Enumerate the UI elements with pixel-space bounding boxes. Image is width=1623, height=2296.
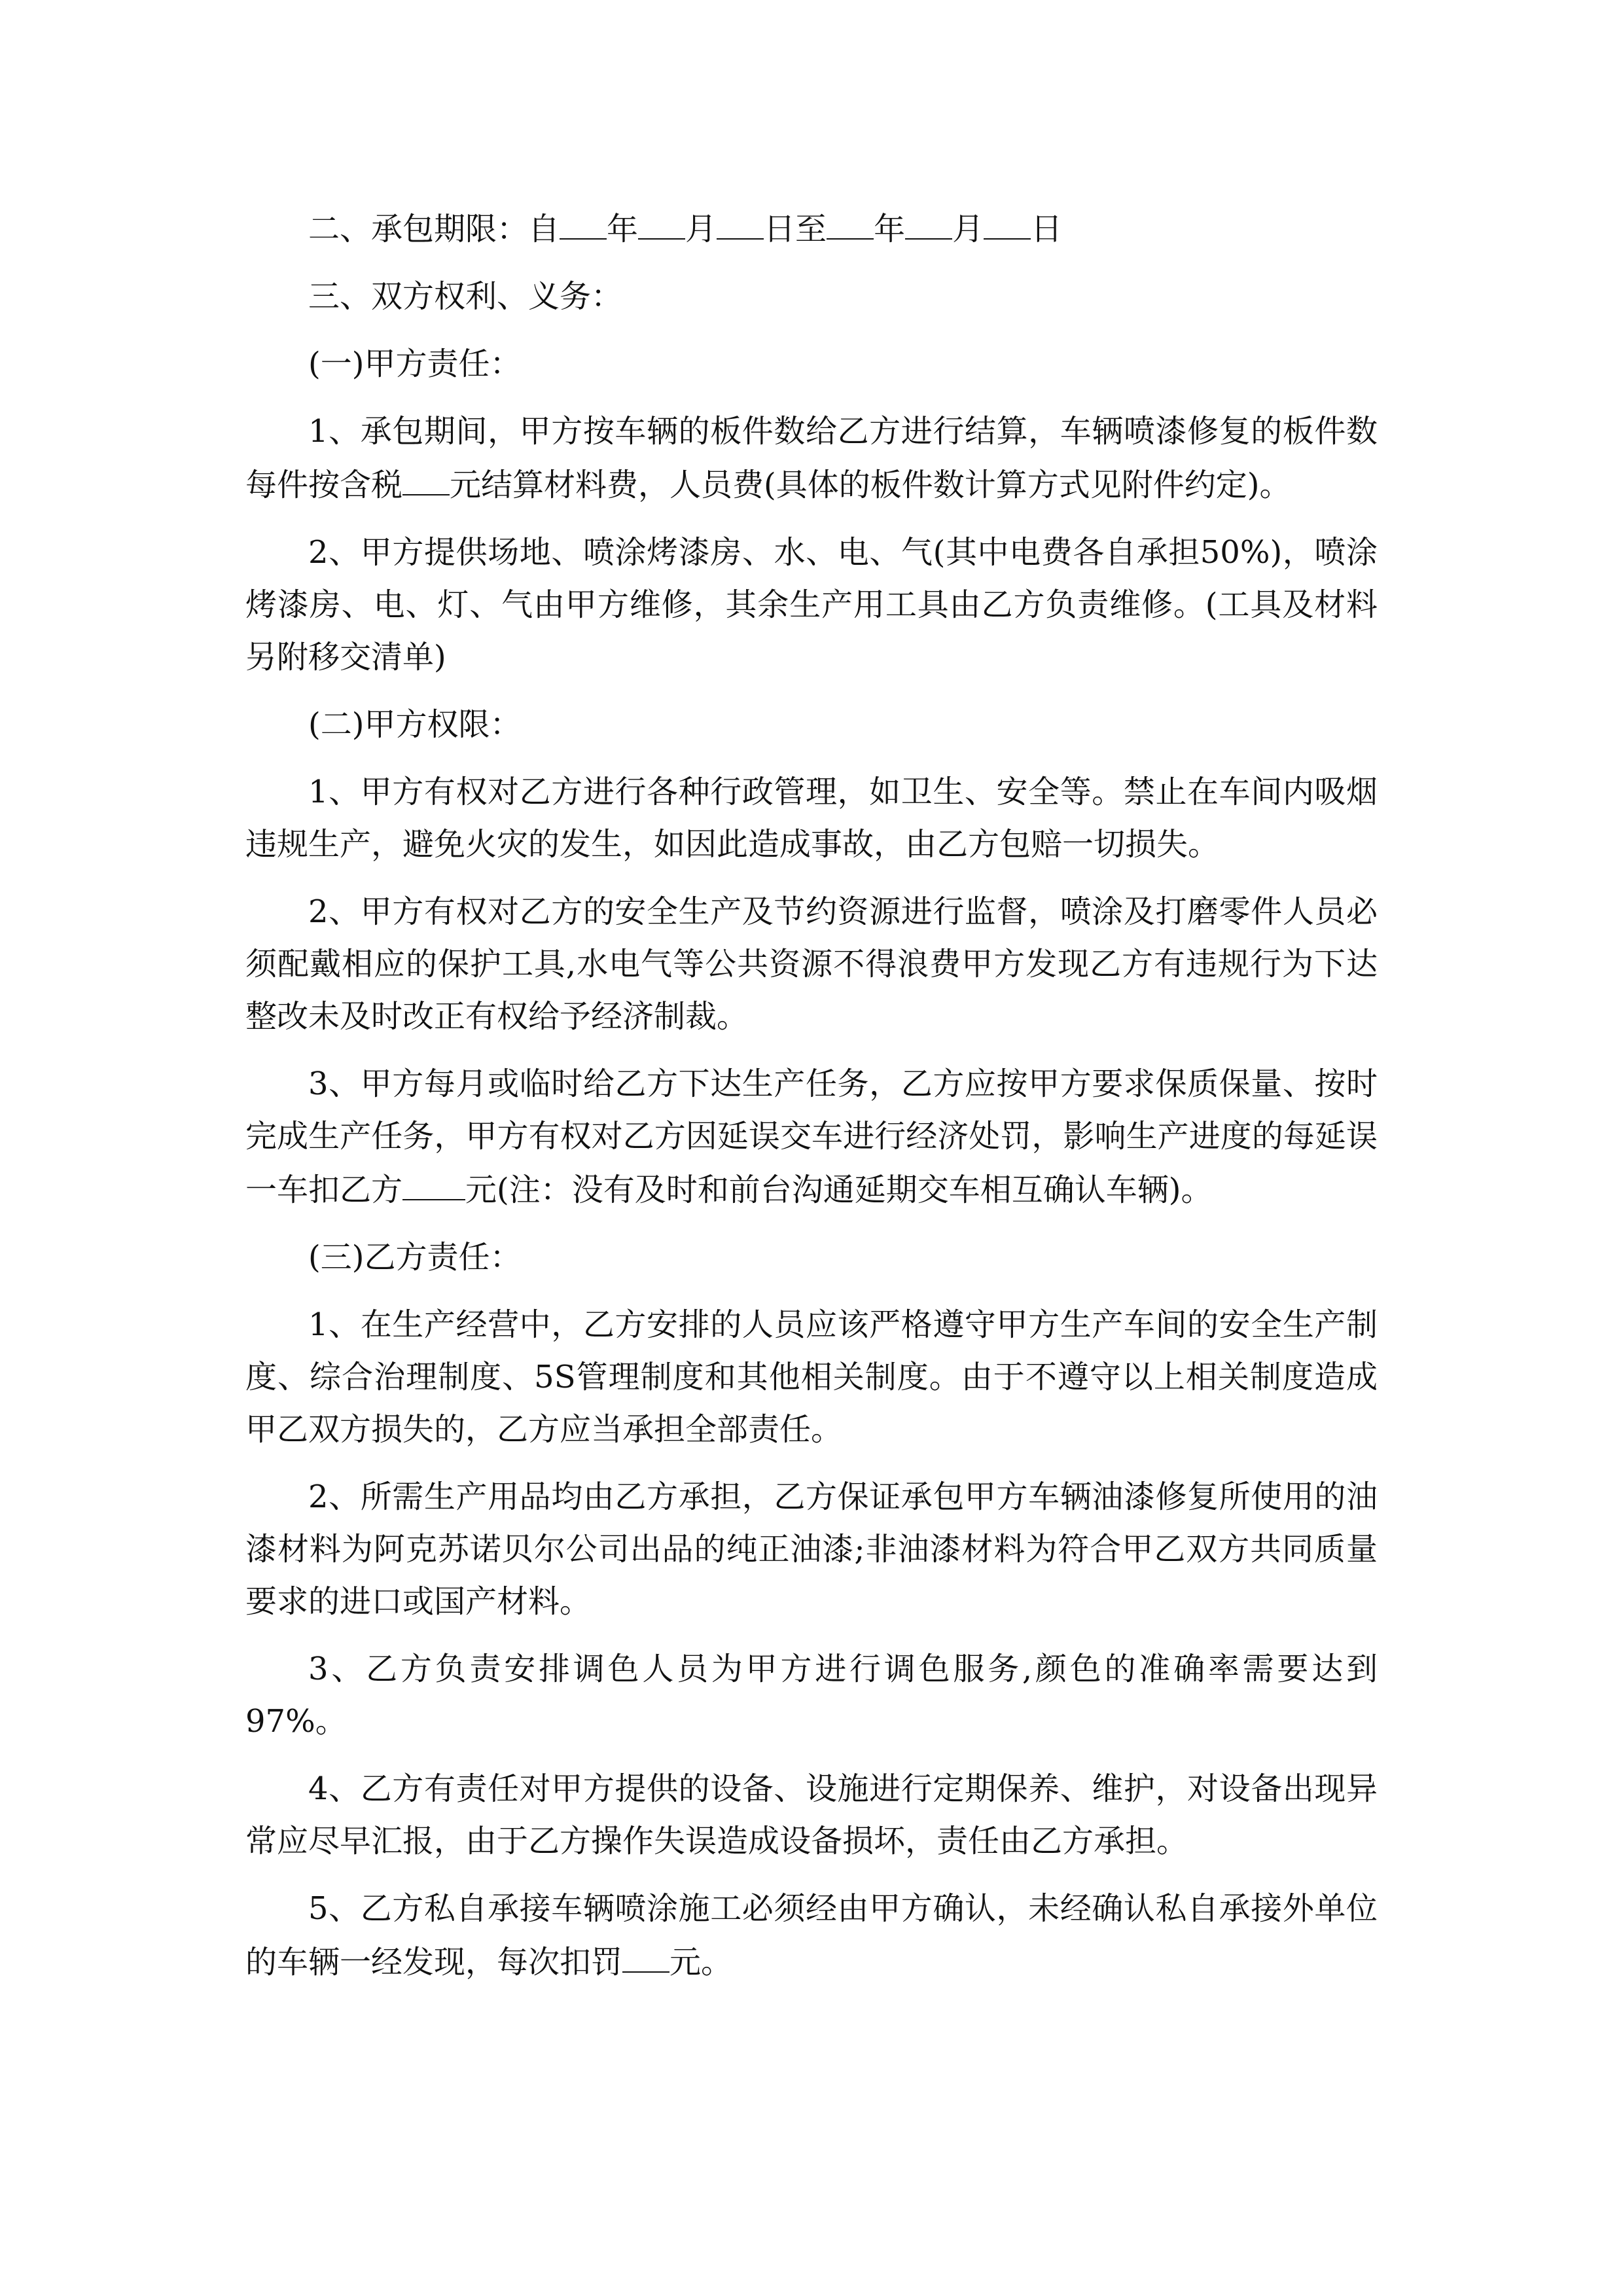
party-b-duty-1: 1、在生产经营中，乙方安排的人员应该严格遵守甲方生产车间的安全生产制度、综合治理制度、5S管理制度和其他相关制度。由于不遵守以上相关制度造成甲乙双方损失的，乙方应当承担全部责任。 (245, 1306, 1378, 1448)
party-b-duty-2: 2、所需生产用品均由乙方承担，乙方保证承包甲方车辆油漆修复所使用的油漆材料为阿克苏诺贝尔公司出品的纯正油漆;非油漆材料为符合甲乙双方共同质量要求的进口或国产材料。 (245, 1479, 1378, 1620)
party-a-right-3-text-b: 元(注：没有及时和前台沟通延期交车相互确认车辆)。 (465, 1172, 1213, 1208)
party-b-duty-5-text-b: 元。 (669, 1944, 733, 1981)
party-a-rights-title: (二)甲方权限： (308, 706, 522, 743)
party-a-duties-title: (一)甲方责任： (308, 346, 522, 382)
party-b-duty-5-text-a: 5、乙方私自承接车辆喷涂施工必须经由甲方确认，未经确认私自承接外单位的车辆一经发现，每次扣罚 (245, 1890, 1378, 1981)
end-month-label: 月 (952, 211, 984, 247)
section-3-title: 三、双方权利、义务： (308, 278, 623, 315)
party-a-duty-1-text-b: 元结算材料费，人员费(具体的板件数计算方式见附件约定)。 (450, 467, 1291, 503)
party-b-duty-5 (245, 1882, 1378, 1988)
party-b-duty-4: 4、乙方有责任对甲方提供的设备、设施进行定期保养、维护，对设备出现异常应尽早汇报，由于乙方操作失误造成设备损坏，责任由乙方承担。 (245, 1770, 1378, 1859)
end-day-label: 日 (1031, 211, 1063, 247)
start-month-label: 月 (685, 211, 717, 247)
material-fee-blank (402, 457, 450, 495)
contract-period-clause (245, 202, 1378, 255)
party-a-duty-1 (245, 405, 1378, 511)
document-body (245, 202, 1378, 2003)
delay-penalty-blank (402, 1162, 465, 1200)
end-day-blank (984, 202, 1031, 240)
party-a-duty-2: 2、甲方提供场地、喷涂烤漆房、水、电、气(其中电费各自承担50%)，喷涂烤漆房、电、灯、气由甲方维修，其余生产用工具由乙方负责维修。(工具及材料另附移交清单) (245, 534, 1378, 675)
end-year-label: 年 (874, 211, 906, 247)
fine-amount-blank (622, 1935, 669, 1973)
period-label: 二、承包期限：自 (308, 211, 560, 247)
start-day-blank (717, 202, 764, 240)
start-year-blank (560, 202, 607, 240)
party-a-right-2: 2、甲方有权对乙方的安全生产及节约资源进行监督，喷涂及打磨零件人员必须配戴相应的保护工具,水电气等公共资源不得浪费甲方发现乙方有违规行为下达整改未及时改正有权给予经济制裁。 (245, 893, 1378, 1035)
start-year-label: 年 (607, 211, 639, 247)
end-month-blank (905, 202, 952, 240)
party-a-right-1: 1、甲方有权对乙方进行各种行政管理，如卫生、安全等。禁止在车间内吸烟违规生产，避免火灾的发生，如因此造成事故，由乙方包赔一切损失。 (245, 774, 1378, 863)
party-a-right-3 (245, 1058, 1378, 1216)
party-a-duty-1-text-a: 1、承包期间，甲方按车辆的板件数给乙方进行结算，车辆喷漆修复的板件数每件按含税 (245, 413, 1378, 503)
party-a-right-3-text-a: 3、甲方每月或临时给乙方下达生产任务，乙方应按甲方要求保质保量、按时完成生产任务，甲方有权对乙方因延误交车进行经济处罚，影响生产进度的每延误一车扣乙方 (245, 1066, 1378, 1208)
end-year-blank (827, 202, 874, 240)
party-b-duties-title: (三)乙方责任： (308, 1239, 522, 1276)
party-b-duty-3: 3、乙方负责安排调色人员为甲方进行调色服务,颜色的准确率需要达到97%。 (245, 1651, 1378, 1740)
start-day-label: 日至 (764, 211, 827, 247)
start-month-blank (638, 202, 685, 240)
